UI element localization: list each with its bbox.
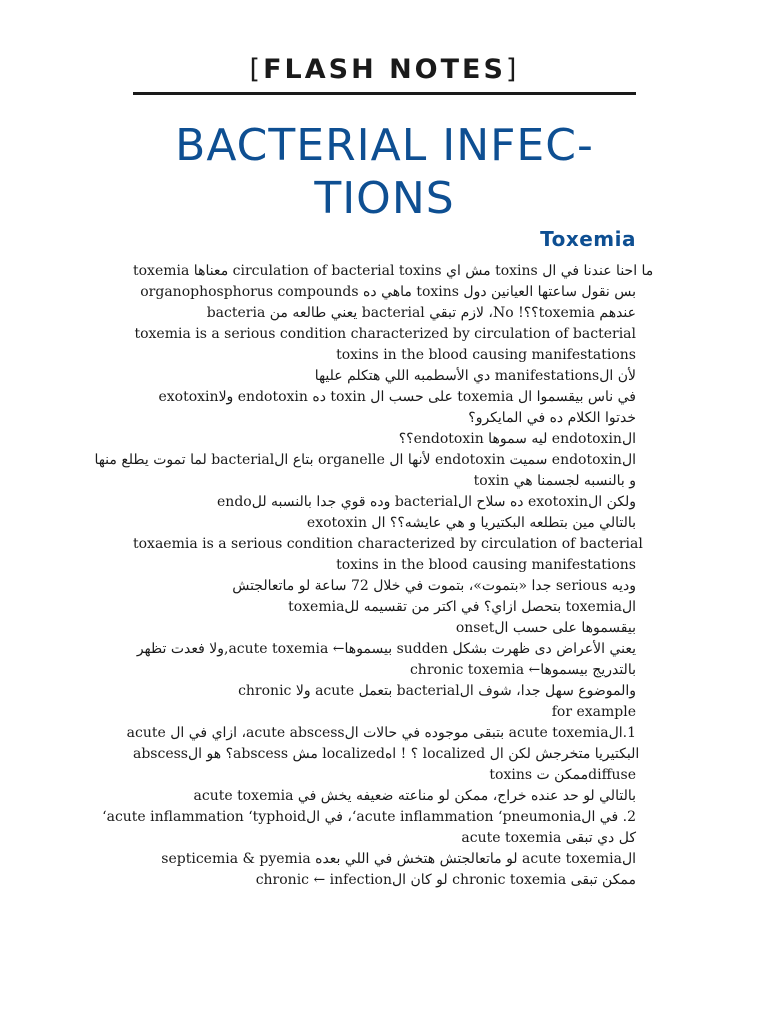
text-line: بيقسموها على حسب الonset xyxy=(455,620,636,636)
text-line: والموضوع سهل جدا، شوف الbacterial بتعمل acute ولا chronic xyxy=(238,683,636,699)
page-title xyxy=(133,119,636,225)
flash-notes-header xyxy=(133,52,636,88)
text-line: abscess؟ هو الabscess مش localized؟ ! اه localized البكتيريا متخرجش لكن ال xyxy=(133,746,640,762)
header-text: FLASH NOTES xyxy=(263,54,506,85)
text-line: بالتالي مين بتطلعه البكتيريا و هي عايشه؟؟ ال exotoxin xyxy=(306,515,636,531)
text-line: for example xyxy=(551,704,636,720)
title-line-1: BACTERIAL INFEC- xyxy=(175,120,594,171)
text-line: يعني الأعراض دى ظهرت بشكل sudden بيسموها← acute toxemia,ولا فعدت تظهر xyxy=(136,641,636,657)
text-line: الendotoxin ليه سموها endotoxin؟؟ xyxy=(398,431,636,447)
text-line: toxemia is a serious condition characterized by circulation of bacterial xyxy=(134,326,636,342)
text-line: كل دي تبقى acute toxemia xyxy=(461,830,636,846)
text-line: toxins in the blood causing manifestations xyxy=(336,347,636,363)
text-line: خدتوا الكلام ده في المايكرو؟ xyxy=(468,410,636,426)
text-line: بالتدريج بيسموها← chronic toxemia xyxy=(409,662,636,678)
header-bracket-close: ] xyxy=(505,54,520,85)
text-line: 2. في الacute inflammation ‘pneumonia‘، في الacute inflammation ‘typhoid‘ xyxy=(102,809,636,825)
text-line: organophosphorus compounds ماهي ده toxins بس نقول ساعتها العيانين دول xyxy=(140,284,636,300)
text-line: toxemia معناها circulation of bacterial toxins مش اي toxins ما احنا عندنا في ال xyxy=(133,263,654,279)
text-line: toxins ممكن تdiffuse xyxy=(489,767,636,783)
text-line: toxins in the blood causing manifestations xyxy=(336,557,636,573)
text-line: و بالنسبه لجسمنا هي toxin xyxy=(473,473,636,489)
section-title: Toxemia xyxy=(540,227,636,251)
text-line: الendotoxin سميت endotoxin لأنها ال organelle بتاع الbacterial لما تموت يطلع منها xyxy=(94,452,636,468)
text-line: في ناس بيقسموا ال toxemia على حسب ال toxin ده endotoxin ولاexotoxin xyxy=(158,389,636,405)
text-line: ولكن الexotoxin ده سلاح الbacterial وده قوي جدا بالنسبه للendo xyxy=(217,494,636,510)
body-text xyxy=(94,261,654,891)
text-line: وديه serious جدا «بتموت»، بتموت في خلال 72 ساعة لو ماتعالجتش xyxy=(232,578,636,594)
header-bracket-open: [ xyxy=(249,54,264,85)
text-line: الtoxemia بتحصل ازاي؟ في اكتر من تقسيمه للtoxemia xyxy=(288,599,636,615)
text-line: عندهم toxemia؟؟! No، لازم تبقي bacterial يعني طالعه من bacteria xyxy=(206,305,636,321)
text-line: ممكن تبقى chronic toxemia لو كان الchronic ← infection xyxy=(255,872,636,888)
text-line: بالتالي لو حد عنده خراج، ممكن لو مناعته ضعيفه يخش في acute toxemia xyxy=(193,788,636,804)
text-line: 1.الacute toxemia بتبقى موجوده في حالات الacute abscess، ازاي في ال acute xyxy=(126,725,636,741)
header-divider xyxy=(133,92,636,95)
text-line: toxaemia is a serious condition characterized by circulation of bacterial xyxy=(133,536,643,552)
title-line-2: TIONS xyxy=(314,173,455,224)
text-line: لأن الmanifestations دي الأسطمبه اللي هتكلم عليها xyxy=(314,368,636,384)
text-line: الacute toxemia لو ماتعالجتش هتخش في اللي بعده septicemia & pyemia xyxy=(161,851,636,867)
page xyxy=(94,0,654,891)
